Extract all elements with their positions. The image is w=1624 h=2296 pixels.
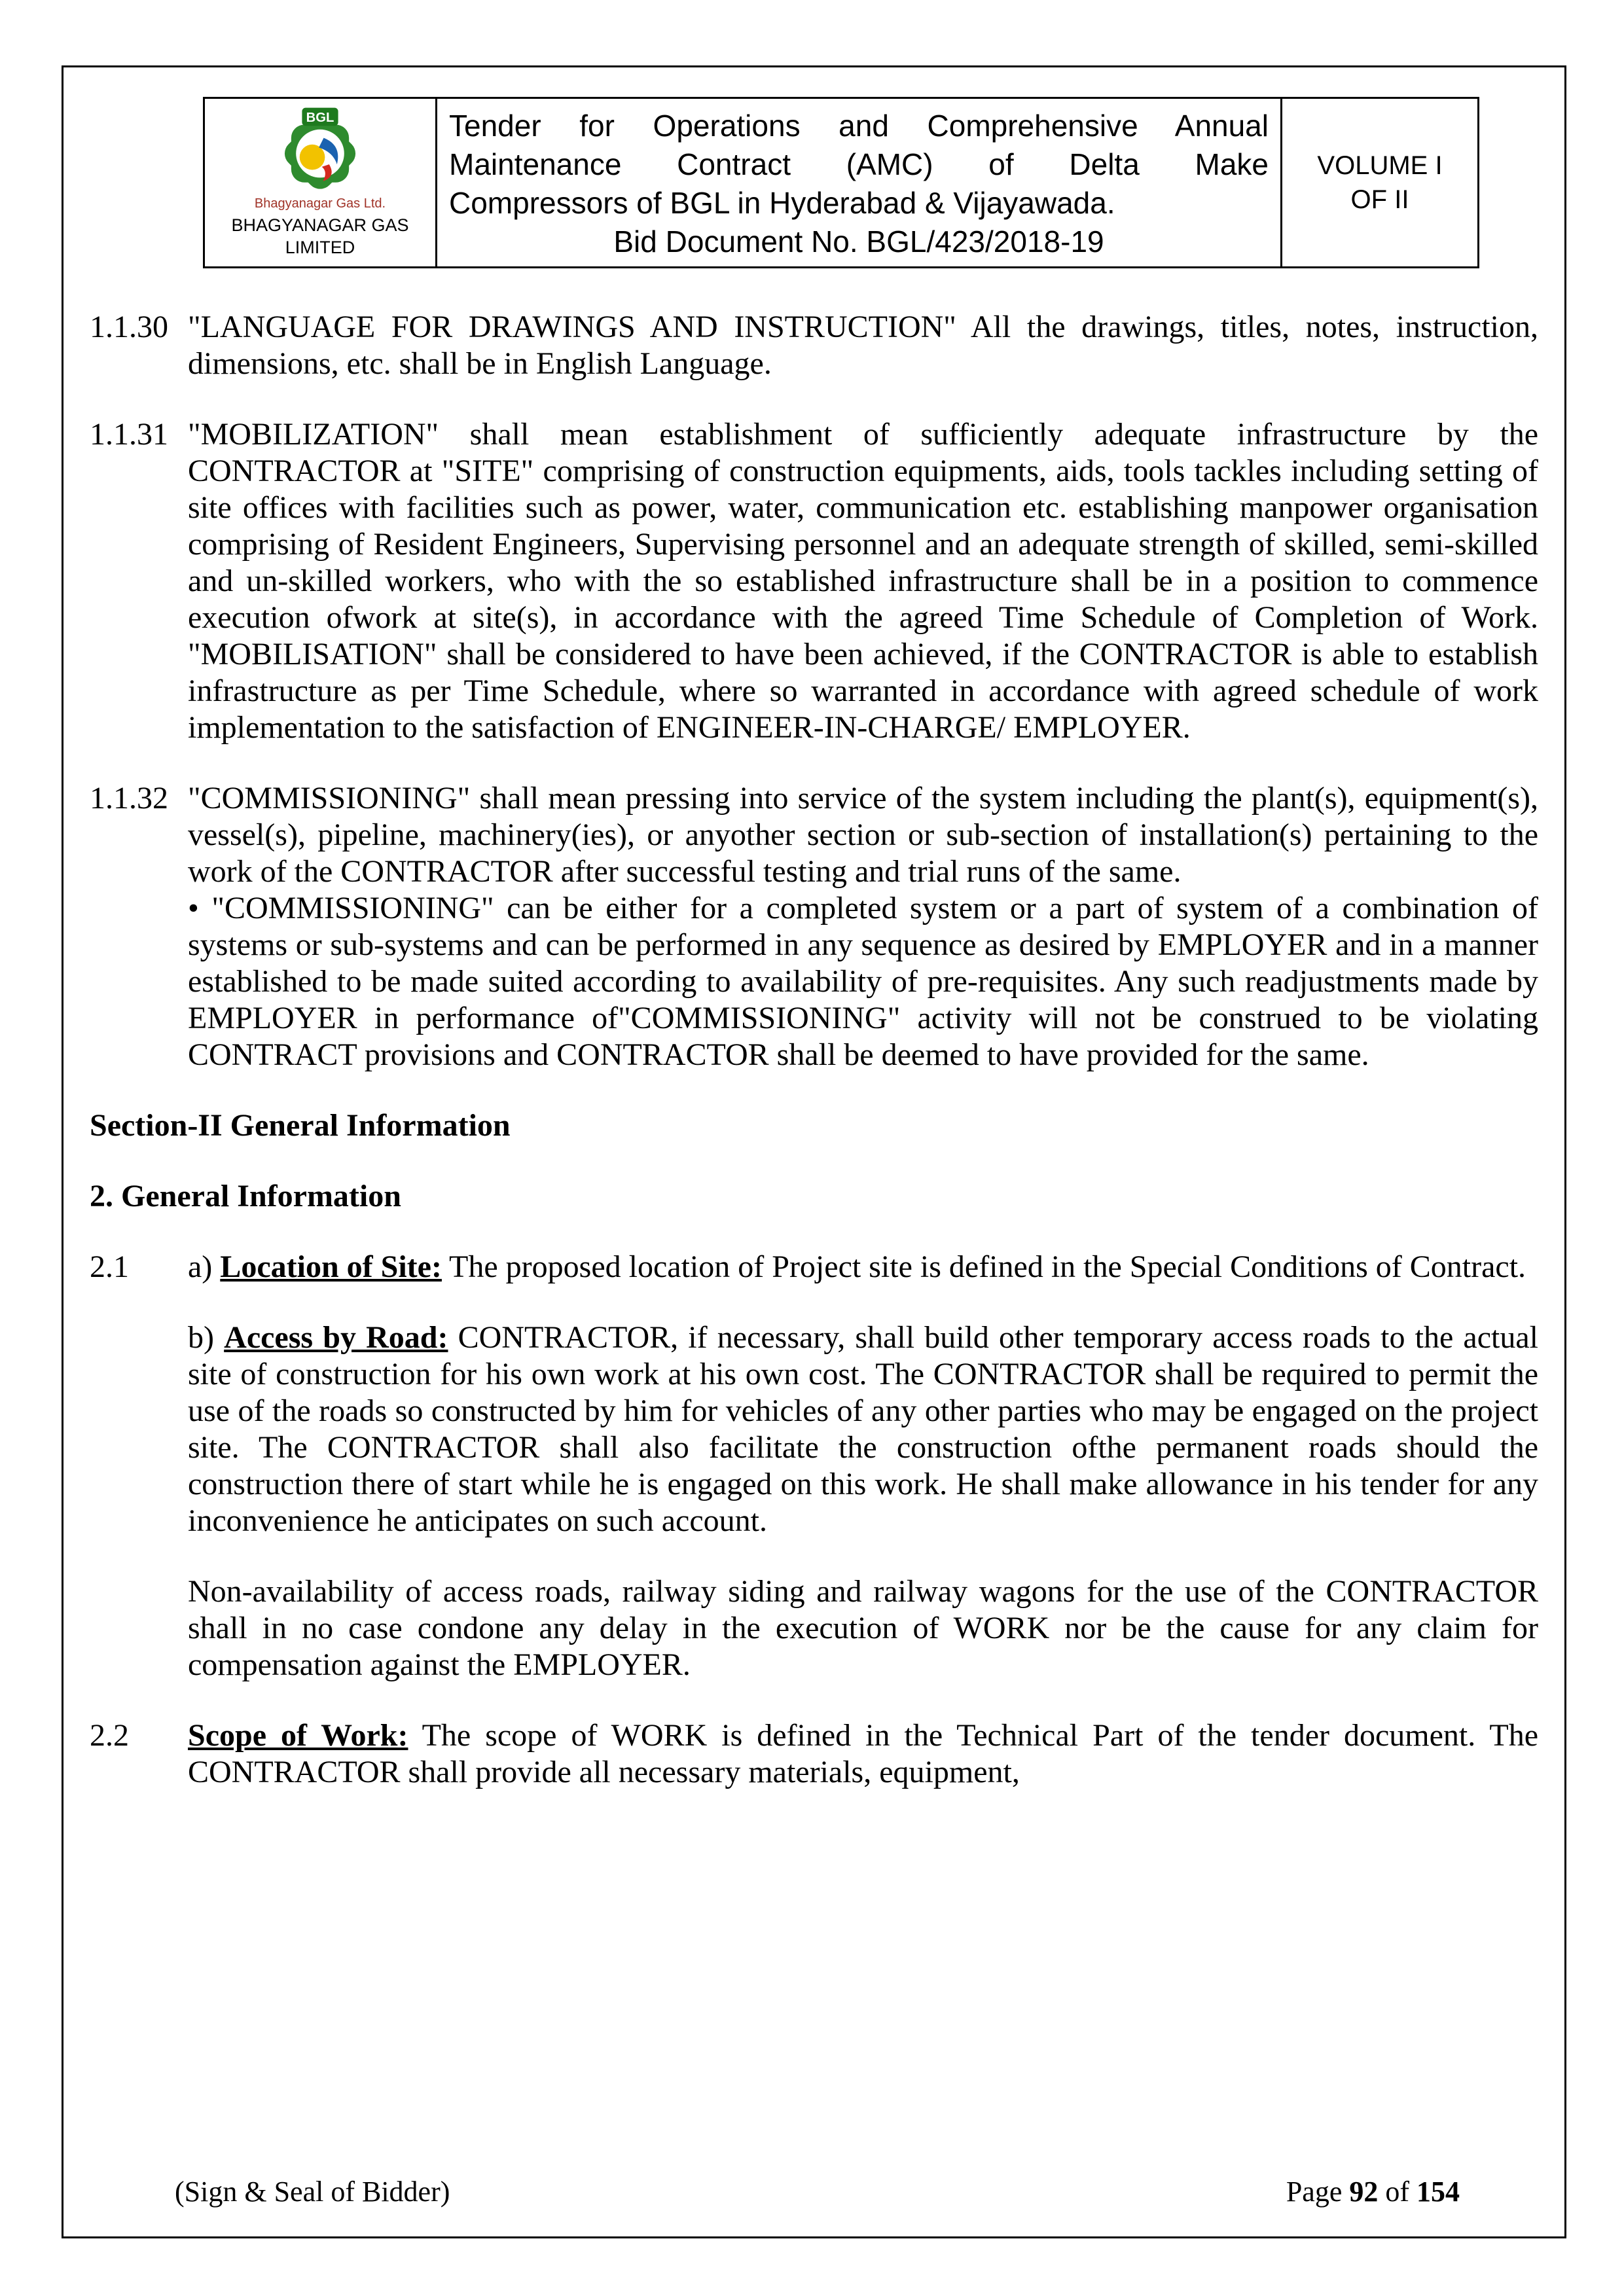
- sign-seal-note: (Sign & Seal of Bidder): [175, 2176, 450, 2208]
- title-cell: [437, 99, 1282, 266]
- company-name-line2: LIMITED: [285, 238, 355, 257]
- clause-1-1-31-text: "MOBILIZATION" shall mean establishment of sufficiently adequate infrastructure by the CONTRACTOR at "SITE" comprising of construction equipments, aids, tools tackles including setting of site offices with facilities such as power, water, communication etc. establishing manpower organisation comprising of Resident Engineers, Supervising personnel and an adequate strength of skilled, semi-skilled and un-skilled workers, who with the so established infrastructure shall be in a position to commence execution ofwork at site(s), in accordance with the agreed Time Schedule of Completion of Work. "MOBILISATION" shall be considered to have been achieved, if the CONTRACTOR is able to establish infrastructure as per Time Schedule, where so warranted in accordance with agreed schedule of work implementation to the satisfaction of ENGINEER-IN-CHARGE/ EMPLOYER.: [188, 417, 1538, 745]
- page-number: 92: [1349, 2176, 1379, 2208]
- page-footer: [63, 2175, 1564, 2209]
- page-border: [62, 65, 1566, 2238]
- clause-1-1-30: [90, 309, 1538, 382]
- volume-cell: [1282, 99, 1477, 266]
- company-name: [209, 214, 431, 259]
- general-information-heading: 2. General Information: [90, 1179, 401, 1213]
- clause-1-1-32-definition: "COMMISSIONING" shall mean pressing into service of the system including the plant(s), equipment(s), vessel(s), pipeline, machinery(ies), or anyother section or sub-section of installation(s) pertaining to the work of the CONTRACTOR after successful testing and trial runs of the same.: [188, 781, 1538, 889]
- tender-title-line1: Tender for Operations and Comprehensive Annual: [449, 109, 1269, 143]
- clause-1-1-32: [90, 780, 1538, 1073]
- document-header: [203, 97, 1479, 268]
- clause-2-1-b: [188, 1319, 1538, 1539]
- clause-2-2: [90, 1717, 1538, 1791]
- of-word: of: [1378, 2176, 1416, 2208]
- volume-line2: OF II: [1350, 185, 1409, 214]
- page-total: 154: [1416, 2176, 1460, 2208]
- section-ii-heading: Section-II General Information: [90, 1108, 511, 1143]
- clause-2-1-text: [188, 1249, 1538, 1683]
- tender-title-line3: Compressors of BGL in Hyderabad & Vijayawada.: [449, 186, 1115, 220]
- clause-2-2-number: 2.2: [90, 1718, 129, 1753]
- tender-title-line2: Maintenance Contract (AMC) of Delta Make: [449, 147, 1269, 181]
- logo-bgl-text: BGL: [306, 110, 334, 125]
- clause-1-1-30-text: "LANGUAGE FOR DRAWINGS AND INSTRUCTION" All the drawings, titles, notes, instruction, dimensions, etc. shall be in English Language.: [188, 310, 1538, 381]
- logo-caption: Bhagyanagar Gas Ltd.: [254, 196, 386, 211]
- bgl-logo-icon: [272, 105, 369, 196]
- volume-line1: VOLUME I: [1317, 151, 1443, 180]
- document-body: [90, 309, 1538, 1791]
- page-word: Page: [1286, 2176, 1350, 2208]
- clause-1-1-32-bullet: • "COMMISSIONING" can be either for a completed system or a part of system of a combination of systems or sub-systems and can be performed in any sequence as desired by EMPLOYER and in a manner established to be made suited according to availability of pre-requisites. Any such readjustments made by EMPLOYER in performance of"COMMISSIONING" activity will not be construed to be violating CONTRACT provisions and CONTRACTOR shall be deemed to have provided for the same.: [188, 891, 1538, 1072]
- clause-1-1-32-number: 1.1.32: [90, 781, 168, 816]
- clause-1-1-30-number: 1.1.30: [90, 310, 168, 344]
- clause-2-1-number: 2.1: [90, 1249, 129, 1284]
- clause-1-1-32-text: [188, 780, 1538, 1073]
- clause-2-1-a-prefix: a): [188, 1249, 221, 1284]
- clause-2-1-b-prefix: b): [188, 1320, 225, 1355]
- clause-2-1: [90, 1249, 1538, 1683]
- clause-2-1-a: [188, 1249, 1538, 1285]
- scope-of-work-label: Scope of Work:: [188, 1718, 408, 1753]
- clause-1-1-31-number: 1.1.31: [90, 417, 168, 452]
- clause-1-1-31: [90, 416, 1538, 746]
- clause-2-1-c: Non-availability of access roads, railway siding and railway wagons for the use of the CONTRACTOR shall in no case condone any delay in the execution of WORK nor be the cause for any claim for compensation against the EMPLOYER.: [188, 1574, 1538, 1682]
- access-by-road-label: Access by Road:: [224, 1320, 448, 1355]
- company-name-line1: BHAGYANAGAR GAS: [231, 215, 409, 235]
- clause-2-1-a-body: The proposed location of Project site is defined in the Special Conditions of Contract.: [441, 1249, 1526, 1284]
- location-of-site-label: Location of Site:: [220, 1249, 442, 1284]
- clause-2-2-body: The scope of WORK is defined in the Technical Part of the tender document. The CONTRACTOR shall provide all necessary materials, equipment,: [188, 1718, 1539, 1789]
- clause-2-2-text: [188, 1717, 1538, 1791]
- logo-cell: [205, 99, 437, 266]
- clause-2-1-b-body: CONTRACTOR, if necessary, shall build other temporary access roads to the actual site of construction for his own work at his own cost. The CONTRACTOR shall be required to permit the use of the roads so constructed by him for vehicles of any other parties who may be engaged on the project site. The CONTRACTOR shall also facilitate the construction ofthe permanent roads should the construction there of start while he is engaged on this work. He shall make allowance in his tender for any inconvenience he anticipates on such account.: [188, 1320, 1539, 1538]
- page-indicator: [1286, 2175, 1460, 2209]
- bid-document-number: Bid Document No. BGL/423/2018-19: [613, 224, 1104, 259]
